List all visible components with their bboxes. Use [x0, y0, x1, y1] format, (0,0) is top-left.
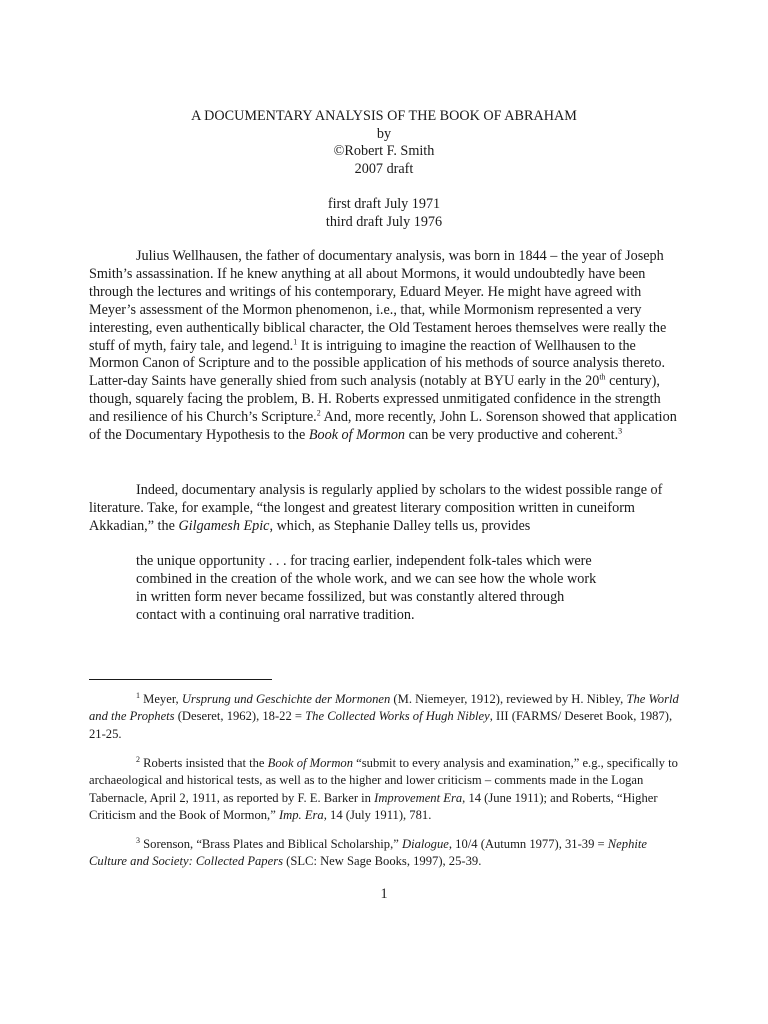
quote-line-3: in written form never became fossilized, but was constantly altered through	[136, 588, 565, 605]
title-spacer	[0, 178, 768, 196]
quote-line-2: combined in the creation of the whole work, and we can see how the whole work	[136, 570, 597, 587]
quote-line-1: the unique opportunity . . . for tracing earlier, independent folk-tales which were	[136, 553, 592, 569]
byline-by: by	[376, 125, 392, 142]
footnote-2-text-c: , 14 (June 1911); and Roberts, “Higher Criticism and the Book of Mormon,”	[89, 790, 658, 823]
footnote-1-text-a: Meyer,	[140, 692, 182, 706]
footnote-3-text-b: , 10/4 (Autumn 1977), 31-39 =	[448, 837, 608, 851]
footnote-1-text-c: (Deseret, 1962), 18-22 =	[174, 709, 306, 724]
footnote-1-text-b: (M. Niemeyer, 1912), reviewed by H. Nibley,	[390, 692, 627, 706]
footnote-2-italic-a: Book of Mormon	[267, 756, 354, 770]
footnote-2-italic-c: Imp. Era	[278, 808, 324, 823]
footnote-1-italic-c: The Collected Works of Hugh Nibley	[305, 709, 490, 724]
para1-text-5: can be very productive and coherent.	[405, 427, 619, 444]
footnote-1-italic-a: Ursprung und Geschichte der Mormonen	[181, 692, 391, 706]
footnote-divider	[89, 679, 272, 680]
footnote-2-italic-b: Improvement Era	[374, 790, 463, 805]
page-number: 1	[380, 886, 388, 902]
footnote-3-italic-a: Dialogue	[401, 837, 449, 851]
para2-text-2: , which, as Stephanie Dalley tells us, provides	[269, 517, 531, 534]
author-name: ©Robert F. Smith	[333, 143, 435, 160]
footnote-3-text-c: (SLC: New Sage Books, 1997), 25-39.	[283, 854, 482, 869]
version-label: 2007 draft	[354, 160, 414, 177]
body-paragraph-1	[89, 248, 683, 445]
footnote-3-number: 3	[136, 835, 140, 845]
footnote-ref-2[interactable]: 2	[316, 408, 321, 418]
ordinal-suffix: th	[599, 372, 606, 382]
footnote-1	[89, 691, 683, 743]
para1-text-1: Julius Wellhausen, the father of documentary analysis, was born in 1844 – the year of Joseph Smith’s assassination. If he knew anything at all about Mormons, it would undoubtedly have been through the lectures and writings of his contemporary, Eduard Meyer. He might have agreed with Meyer’s assessment of the Mormon phenomenon, i.e., that, while Mormonism represented a very interesting, even authentically biblical character, the Old Testament heroes themselves were really the stuff of myth, fairy tale, and legend.	[89, 248, 667, 354]
first-draft-date: first draft July 1971	[327, 195, 441, 212]
para1-text-3: century), though, squarely facing the problem, B. H. Roberts expressed unmitigated confidence in the strength and resilience of his Church’s Scripture.	[89, 373, 661, 426]
title-block	[0, 108, 768, 231]
footnote-3-text-a: Sorenson, “Brass Plates and Biblical Scholarship,”	[140, 837, 402, 851]
footnote-2-number: 2	[136, 754, 140, 764]
para1-text-4: And, more recently, John L. Sorenson showed that application of the Documentary Hypothesis to the	[89, 409, 677, 444]
footnote-2-text-a: Roberts insisted that the	[140, 756, 268, 770]
third-draft-date: third draft July 1976	[325, 213, 443, 230]
footnote-3	[89, 836, 683, 871]
footnote-1-italic-b: The World and the Prophets	[89, 692, 679, 724]
para2-italic-epic: Gilgamesh Epic	[178, 517, 270, 534]
document-title: A DOCUMENTARY ANALYSIS OF THE BOOK OF ABRAHAM	[191, 108, 577, 124]
para1-italic-book: Book of Mormon	[308, 427, 406, 444]
quote-line-4: contact with a continuing oral narrative tradition.	[136, 606, 415, 623]
footnote-2-text-b: “submit to every analysis and examination,” e.g., specifically to archaeological and historical tests, as well as to the higher and lower criticism – comments made in the Logan Tabernacle, April 2, 1911, as reported by F. E. Barker in	[89, 756, 678, 805]
footnote-ref-3[interactable]: 3	[618, 426, 623, 436]
para1-text-2: It is intriguing to imagine the reaction of Wellhausen to the Mormon Canon of Scripture and to the possible application of his methods of source analysis thereto. Latter-day Saints have generally shied from such analysis (notably at BYU early in the 20	[89, 337, 666, 390]
footnote-2-text-d: , 14 (July 1911), 781.	[323, 808, 432, 823]
footnote-3-italic-b: Nephite Culture and Society: Collected Papers	[89, 837, 647, 869]
block-quote	[136, 553, 656, 625]
footnote-1-text-d: , III (FARMS/ Deseret Book, 1987), 21-25.	[89, 709, 673, 741]
footnote-ref-1[interactable]: 1	[293, 336, 298, 346]
body-paragraph-2	[89, 482, 683, 536]
footnote-1-number: 1	[136, 690, 140, 700]
para2-text-1: Indeed, documentary analysis is regularly applied by scholars to the widest possible range of literature. Take, for example, “the longest and greatest literary composition written in cuneiform Akkadian,” the	[89, 482, 663, 534]
footnote-2	[89, 755, 683, 825]
